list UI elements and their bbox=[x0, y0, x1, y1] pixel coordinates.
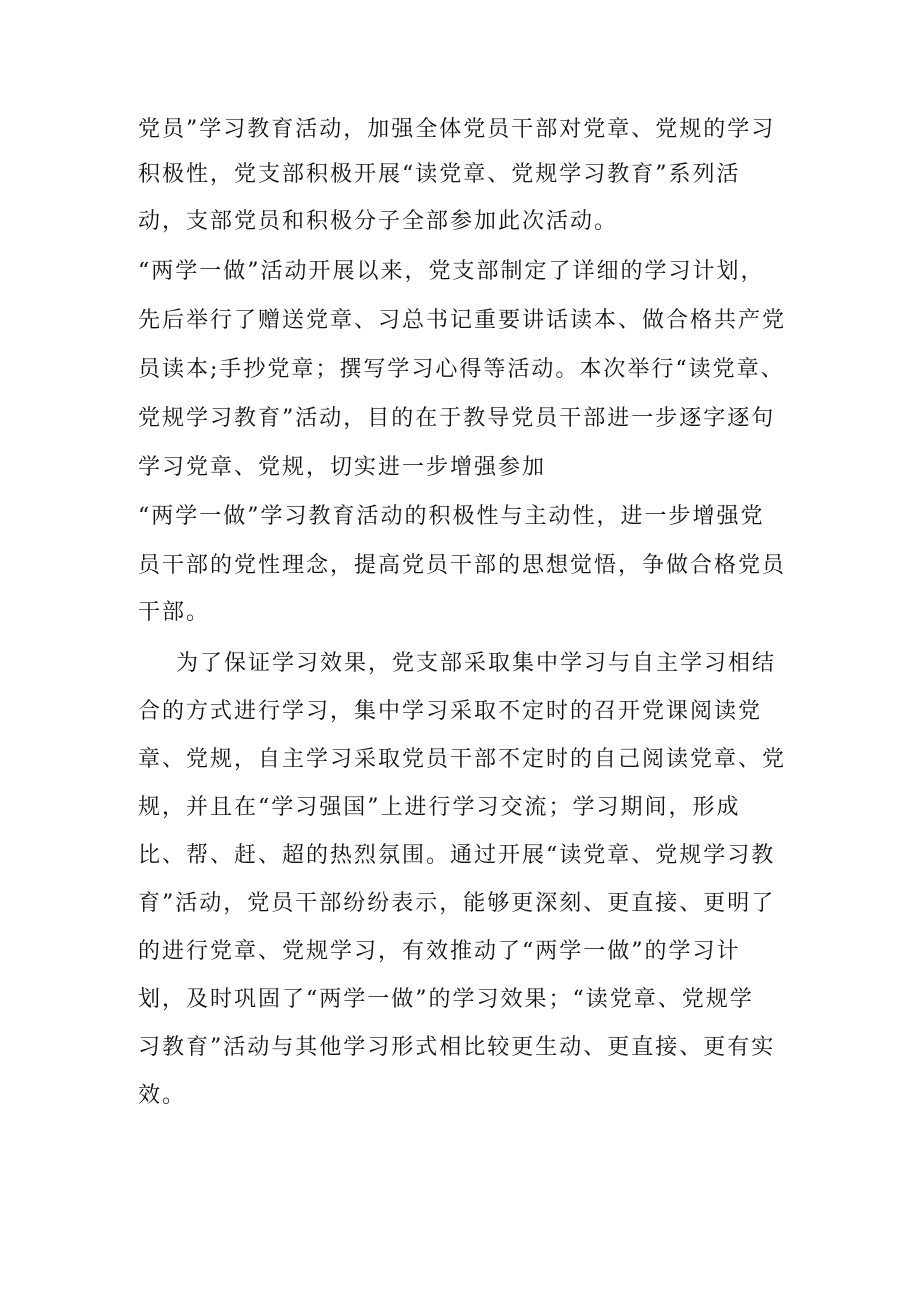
text-line-18: 的进行党章、党规学习，有效推动了“两学一做”的学习计 bbox=[138, 939, 741, 964]
text-line-5: 先后举行了赠送党章、习总书记重要讲话读本、做合格共产党 bbox=[138, 308, 787, 333]
text-line-4: “两学一做”活动开展以来，党支部制定了详细的学习计划， bbox=[138, 259, 765, 284]
text-line-1: 党员”学习教育活动，加强全体党员干部对党章、党规的学习 bbox=[138, 117, 776, 142]
text-line-8: 学习党章、党规，切实进一步增强参加 bbox=[138, 455, 547, 480]
text-line-19: 划，及时巩固了“两学一做”的学习效果；“读党章、党规学 bbox=[138, 987, 754, 1012]
text-line-10: 员干部的党性理念，提高党员干部的思想觉悟，争做合格党员 bbox=[138, 553, 787, 578]
text-line-17: 育”活动，党员干部纷纷表示，能够更深刻、更直接、更明了 bbox=[138, 891, 776, 916]
text-line-6: 员读本;手抄党章；撰写学习心得等活动。本次举行“读党章、 bbox=[138, 357, 785, 382]
text-line-7: 党规学习教育”活动，目的在于教导党员干部进一步逐字逐句 bbox=[138, 406, 776, 431]
text-line-9: “两学一做”学习教育活动的积极性与主动性，进一步增强党 bbox=[138, 504, 765, 529]
text-line-15: 规，并且在“学习强国”上进行学习交流；学习期间，形成 bbox=[138, 795, 741, 820]
text-line-14: 章、党规，自主学习采取党员干部不定时的自己阅读党章、党 bbox=[138, 747, 787, 772]
text-line-16: 比、帮、赶、超的热烈氛围。通过开展“读党章、党规学习教 bbox=[138, 843, 776, 868]
text-line-12: 为了保证学习效果，党支部采取集中学习与自主学习相结 bbox=[176, 651, 777, 676]
text-line-21: 效。 bbox=[138, 1083, 187, 1108]
text-line-2: 积极性，党支部积极开展“读党章、党规学习教育”系列活 bbox=[138, 162, 741, 187]
text-line-20: 习教育”活动与其他学习形式相比较更生动、更直接、更有实 bbox=[138, 1035, 776, 1060]
text-line-11: 干部。 bbox=[138, 600, 211, 625]
text-line-3: 动，支部党员和积极分子全部参加此次活动。 bbox=[138, 209, 619, 234]
text-line-13: 合的方式进行学习，集中学习采取不定时的召开党课阅读党 bbox=[138, 699, 763, 724]
